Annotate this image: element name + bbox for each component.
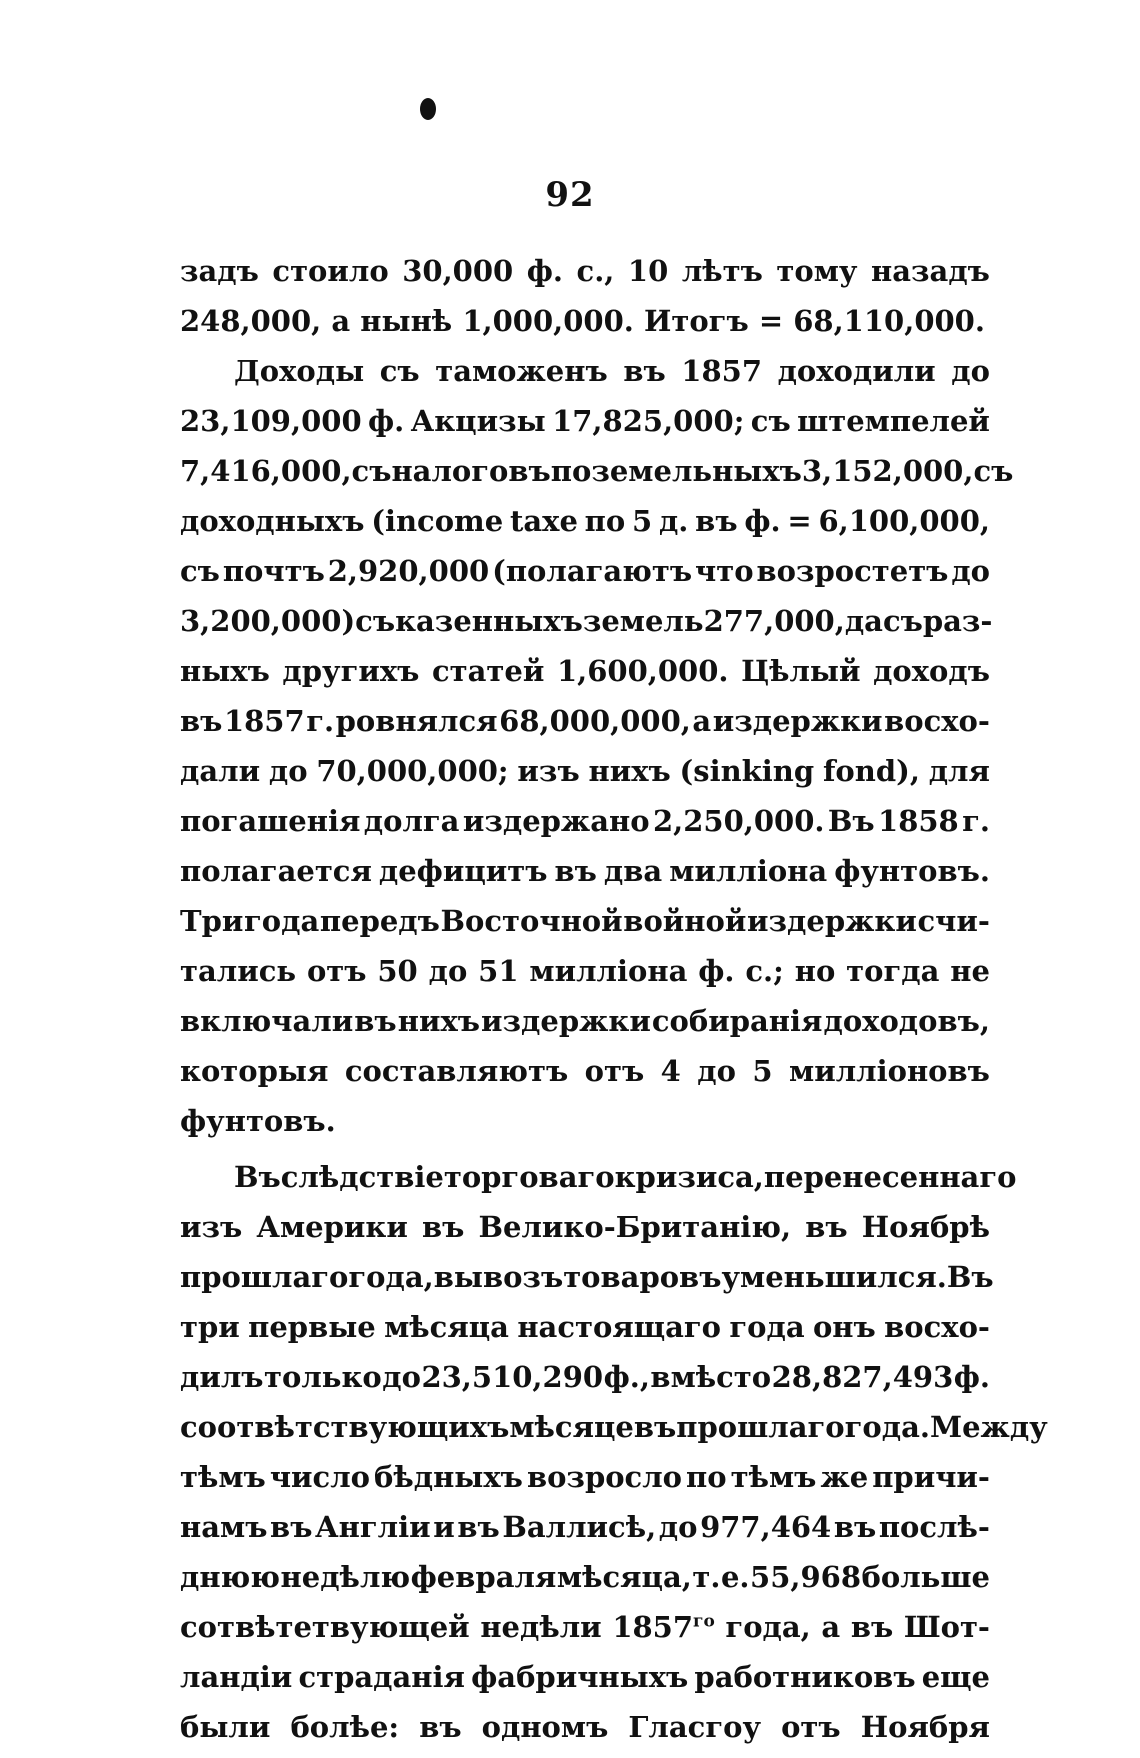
text-line: сотвѣтетвующей недѣли $1857^{го}$ года, а въ Шот-	[180, 1610, 990, 1644]
text-line: въ 1857 г. ровнялся 68,000,000, а издержки восхо-	[180, 704, 990, 738]
body-text	[180, 246, 1048, 1752]
text-line: намъ въ Англіи и въ Валлисѣ, до 977,464 въ послѣ-	[180, 1510, 990, 1544]
text-line: 23,109,000 ф. Акцизы 17,825,000; съ штемпелей	[180, 404, 990, 438]
text-line: были болѣе: въ одномъ Гласгоу отъ Ноября	[180, 1710, 990, 1744]
text-line: 7,416,000, съ налоговъ поземельныхъ 3,152,000, съ	[180, 454, 1014, 488]
text-line: Три года передъ Восточной войной издержки счи-	[180, 904, 990, 938]
text-line: полагается дефицитъ въ два милліона фунтовъ.	[180, 854, 990, 888]
page-number: 92	[545, 175, 595, 215]
text-line: Доходы съ таможенъ въ 1857 доходили до	[234, 354, 990, 388]
text-line: погашенія долга издержано 2,250,000. Въ 1858 г.	[180, 804, 990, 838]
text-line: тались отъ 50 до 51 милліона ф. с.; но тогда не	[180, 954, 990, 988]
text-line: фунтовъ.	[180, 1104, 336, 1138]
text-line: 3,200,000) съ казенныхъ земель 277,000, да съ раз-	[180, 604, 993, 638]
ink-dot	[420, 98, 436, 120]
text-line: ландіи страданія фабричныхъ работниковъ еще	[180, 1660, 990, 1694]
text-line: доходныхъ (income taxe по 5 д. въ ф. = 6,100,000,	[180, 504, 990, 538]
text-line: задъ стоило 30,000 ф. с., 10 лѣтъ тому назадъ	[180, 254, 990, 288]
text-line: которыя составляютъ отъ 4 до 5 милліоновъ	[180, 1054, 990, 1088]
text-line: днюю недѣлю февраля мѣсяца, т. е. 55,968 больше	[180, 1560, 990, 1594]
text-line: включали въ нихъ издержки собиранія доходовъ,	[180, 1004, 990, 1038]
text-line: дали до 70,000,000; изъ нихъ (sinking fond), для	[180, 754, 990, 788]
text-line: Въ слѣдствіе торговаго кризиса, перенесеннаго	[234, 1160, 1017, 1194]
text-line: тѣмъ число бѣдныхъ возросло по тѣмъ же причи-	[180, 1460, 990, 1494]
text-line: дилъ только до 23,510,290 ф., вмѣсто 28,827,493 ф.	[180, 1360, 990, 1394]
text-line: ныхъ другихъ статей 1,600,000. Цѣлый доходъ	[180, 654, 990, 688]
text-line: прошлаго года, вывозъ товаровъ уменьшился. Въ	[180, 1260, 994, 1294]
text-line: соотвѣтствующихъ мѣсяцевъ прошлаго года. Между	[180, 1410, 1048, 1444]
text-line: три первые мѣсяца настоящаго года онъ восхо-	[180, 1310, 990, 1344]
text-line: 248,000, а нынѣ 1,000,000. Итогъ = 68,110,000.	[180, 304, 985, 338]
text-line: съ почтъ 2,920,000 (полагаютъ что возростетъ до	[180, 554, 990, 588]
text-line: изъ Америки въ Велико-Британію, въ Ноябрѣ	[180, 1210, 990, 1244]
